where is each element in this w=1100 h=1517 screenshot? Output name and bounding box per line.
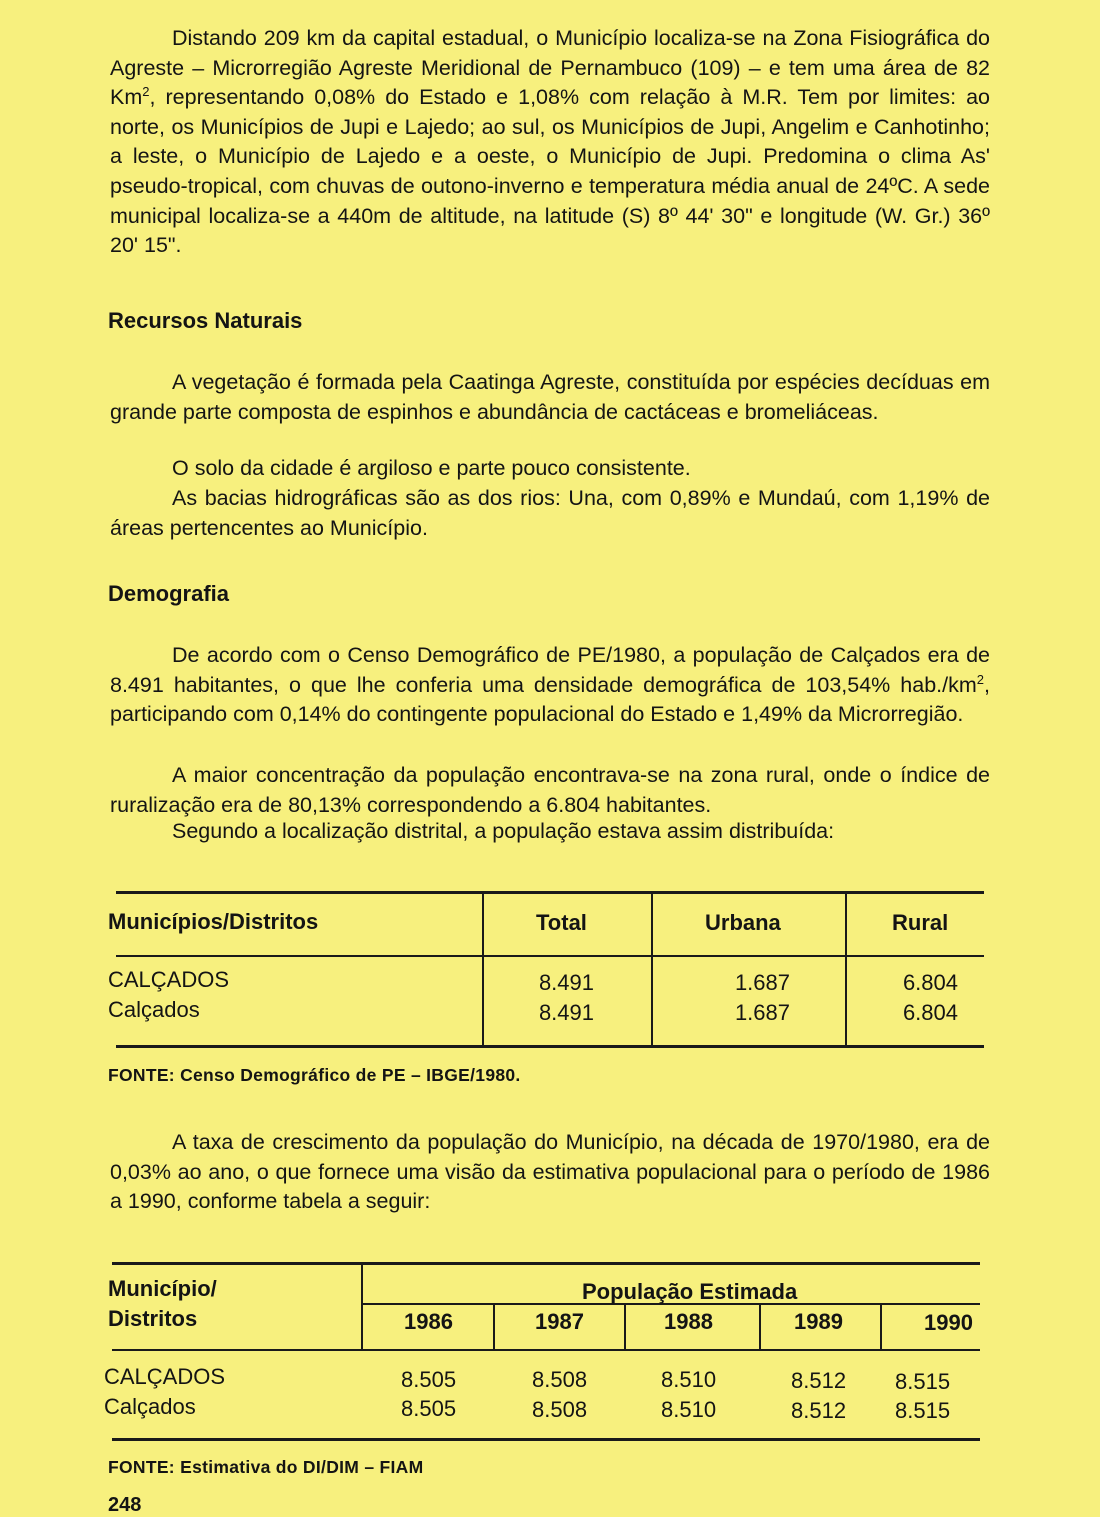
table1-header-rural: Rural	[892, 910, 949, 935]
table2-cell-name: CALÇADOS	[104, 1364, 226, 1389]
table2-cell-1987: 8.508	[532, 1367, 588, 1392]
table1-header-rule	[116, 955, 984, 957]
table2-header-municipio: Município/	[108, 1276, 217, 1301]
table2-group-header: População Estimada	[582, 1279, 798, 1304]
table1-cell-urbana: 1.687	[734, 970, 790, 995]
page-number: 248	[108, 1494, 142, 1516]
demografia-heading: Demografia	[108, 581, 230, 606]
table1-cell-name: CALÇADOS	[108, 967, 230, 992]
table2-year-1987: 1987	[535, 1309, 584, 1334]
table1-divider	[651, 893, 653, 1046]
table1-source: FONTE: Censo Demográfico de PE – IBGE/1980.	[108, 1065, 521, 1085]
recursos-paragraph-2: O solo da cidade é argiloso e parte pouco consistente.	[172, 456, 691, 480]
table2-cell-1988: 8.510	[661, 1397, 717, 1422]
crescimento-paragraph: A taxa de crescimento da população do Município, na década de 1970/1980, era de 0,03% ao ano, o que fornece uma visão da estimativa populacional para o período de 1986 a 1990, conforme tabela a seguir:	[110, 1130, 990, 1214]
table2-cell-1986: 8.505	[401, 1367, 457, 1392]
table1-bottom-rule	[116, 1045, 984, 1048]
table2-divider	[624, 1304, 626, 1351]
table1-divider	[482, 893, 484, 1046]
table2-cell-1990: 8.515	[895, 1398, 951, 1423]
table1-divider	[845, 893, 847, 1046]
table1-cell-total: 8.491	[538, 1000, 594, 1025]
recursos-paragraph-1: A vegetação é formada pela Caatinga Agreste, constituída por espécies decíduas em grande parte composta de espinhos e abundância de cactáceas e bromeliáceas.	[110, 370, 990, 424]
table1-cell-rural: 6.804	[902, 970, 958, 995]
table2-year-1989: 1989	[794, 1309, 843, 1334]
table1-cell-total: 8.491	[538, 970, 594, 995]
table2-year-1988: 1988	[664, 1309, 713, 1334]
table1-header-municipios: Municípios/Distritos	[108, 909, 319, 934]
table2-divider	[759, 1304, 761, 1351]
table2-divider	[880, 1304, 882, 1351]
table2-year-1990: 1990	[924, 1310, 973, 1335]
table2-divider	[361, 1264, 363, 1351]
recursos-paragraph-3: As bacias hidrográficas são as dos rios: Una, com 0,89% e Mundaú, com 1,19% de áreas pertencentes ao Município.	[110, 486, 990, 540]
table2-year-1986: 1986	[404, 1309, 453, 1334]
intro-paragraph: Distando 209 km da capital estadual, o Município localiza-se na Zona Fisiográfica do Agreste – Microrregião Agreste Meridional de Pernambuco (109) – e tem uma área de 82 Km$^2$, representando 0,08% do Estado e 1,08% com relação à M.R. Tem por limites: ao norte, os Municípios de Jupi e Lajedo; ao sul, os Municípios de Jupi, Angelim e Canhotinho; a leste, o Município de Lajedo e a oeste, o Município de Jupi. Predomina o clima As' pseudo-tropical, com chuvas de outono-inverno e temperatura média anual de 24ºC. A sede municipal localiza-se a 440m de altitude, na latitude (S) 8º 44' 30" e longitude (W. Gr.) 36º 20' 15".	[110, 26, 990, 258]
table2-source: FONTE: Estimativa do DI/DIM – FIAM	[108, 1457, 424, 1477]
table1-top-rule	[116, 891, 984, 894]
table1-header-urbana: Urbana	[705, 910, 781, 935]
table2-cell-1988: 8.510	[661, 1367, 717, 1392]
table2-cell-name: Calçados	[104, 1394, 196, 1419]
demografia-paragraph-2: A maior concentração da população encontrava-se na zona rural, onde o índice de ruralização era de 80,13% correspondendo a 6.804 habitantes.	[110, 763, 990, 817]
demografia-paragraph-1: De acordo com o Censo Demográfico de PE/1980, a população de Calçados era de 8.491 habitantes, o que lhe conferia uma densidade demográfica de 103,54% $hab./km^2$, participando com 0,14% do contingente populacional do Estado e 1,49% da Microrregião.	[110, 643, 990, 727]
table1-cell-name: Calçados	[108, 997, 200, 1022]
recursos-heading: Recursos Naturais	[108, 308, 303, 333]
table1-cell-rural: 6.804	[902, 1000, 958, 1025]
table2-top-rule	[112, 1262, 980, 1265]
table2-cell-1986: 8.505	[401, 1396, 457, 1421]
table2-bottom-rule	[112, 1438, 980, 1441]
table1-header-total: Total	[536, 910, 587, 935]
table2-cell-1987: 8.508	[532, 1397, 588, 1422]
table2-divider	[493, 1304, 495, 1351]
table1-cell-urbana: 1.687	[734, 1000, 790, 1025]
table2-header-distritos: Distritos	[108, 1306, 198, 1331]
table2-cell-1989: 8.512	[791, 1368, 847, 1393]
demografia-paragraph-3: Segundo a localização distrital, a população estava assim distribuída:	[172, 819, 835, 843]
table2-cell-1989: 8.512	[791, 1398, 847, 1423]
table2-cell-1990: 8.515	[895, 1369, 951, 1394]
table2-header-rule	[112, 1349, 980, 1351]
